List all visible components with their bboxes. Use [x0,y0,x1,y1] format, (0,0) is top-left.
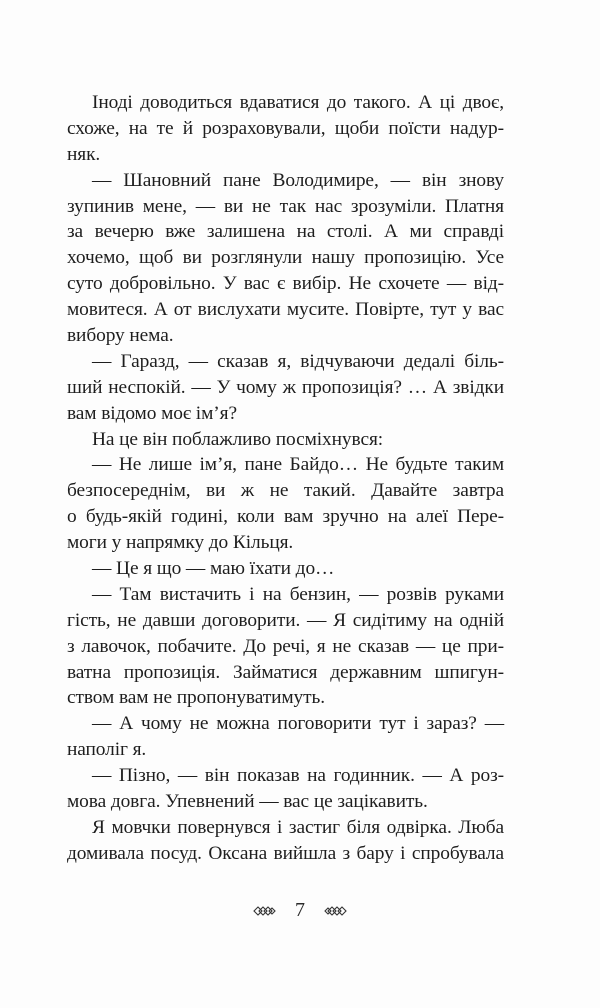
paragraph [67,349,504,427]
paragraph [67,452,504,556]
paragraph [67,815,504,867]
text-line: — Там вистачить і на бензин, — розвів руками [92,583,504,605]
text-line: моги у напрямку до Кільця. [67,532,294,554]
text-line: гість, не давши договорити. — Я сидітиму на одній [67,609,504,631]
text-line: — Не лише ім’я, пане Байдо… Не будьте таким [92,454,504,476]
text-line: ший неспокій. — У чому ж пропозиція? … А звідки [67,376,504,398]
text-line: — Гаразд, — сказав я, відчуваючи дедалі біль- [92,350,504,372]
text-line: мовитеся. А от вислухати мусите. Повірте, тут у вас [67,299,504,321]
paragraph [67,427,504,453]
page-number: 7 [295,899,305,921]
text-line: — А чому не можна поговорити тут і зараз? — [92,713,504,735]
text-line: зупинив мене, — ви не так нас зрозуміли. Платня [67,195,504,217]
text-line: няк. [67,143,101,165]
paragraph [67,711,504,763]
page-footer [0,898,600,922]
body-text [67,90,504,867]
text-line: Я мовчки повернувся і застиг біля одвірка. Люба [92,816,504,838]
paragraph [67,90,504,168]
text-line: ватна пропозиція. Займатися державним шпигун- [67,661,504,683]
text-line: суто добровільно. У вас є вибір. Не схочете — від- [67,273,504,295]
text-line: вам відомо моє ім’я? [67,402,237,424]
knot-ornament-icon [323,904,347,916]
text-line: о будь-якій годині, коли вам зручно на алеї Пере- [67,506,504,528]
text-line: — Шановний пане Володимире, — він знову [92,169,504,191]
text-line: з лавочок, побачите. До речі, я не сказав — це при- [67,635,504,657]
text-line: — Це я що — маю їхати до… [92,558,335,580]
text-line: вибору нема. [67,325,174,347]
text-line: ством вам не пропонуватимуть. [67,687,326,709]
paragraph [67,763,504,815]
text-line: безпосереднім, ви ж не такий. Давайте завтра [67,480,504,502]
knot-ornament-icon [253,904,277,916]
text-line: за вечерю вже залишена на столі. А ми справді [67,221,504,243]
text-line: домивала посуд. Оксана вийшла з бару і спробувала [67,842,504,864]
text-line: хочемо, щоб ви розглянули нашу пропозицію. Усе [67,247,504,269]
paragraph [67,582,504,711]
paragraph [67,168,504,349]
text-line: схоже, на те й розраховували, щоби поїсти надур- [67,117,504,139]
text-line: На це він поблажливо посміхнувся: [92,428,384,450]
text-line: мова довга. Упевнений — вас це зацікавить. [67,791,428,813]
text-line: наполіг я. [67,739,147,761]
text-line: Іноді доводиться вдаватися до такого. А ці двоє, [92,92,504,113]
text-line: — Пізно, — він показав на годинник. — А роз- [92,765,504,787]
paragraph [67,556,504,582]
